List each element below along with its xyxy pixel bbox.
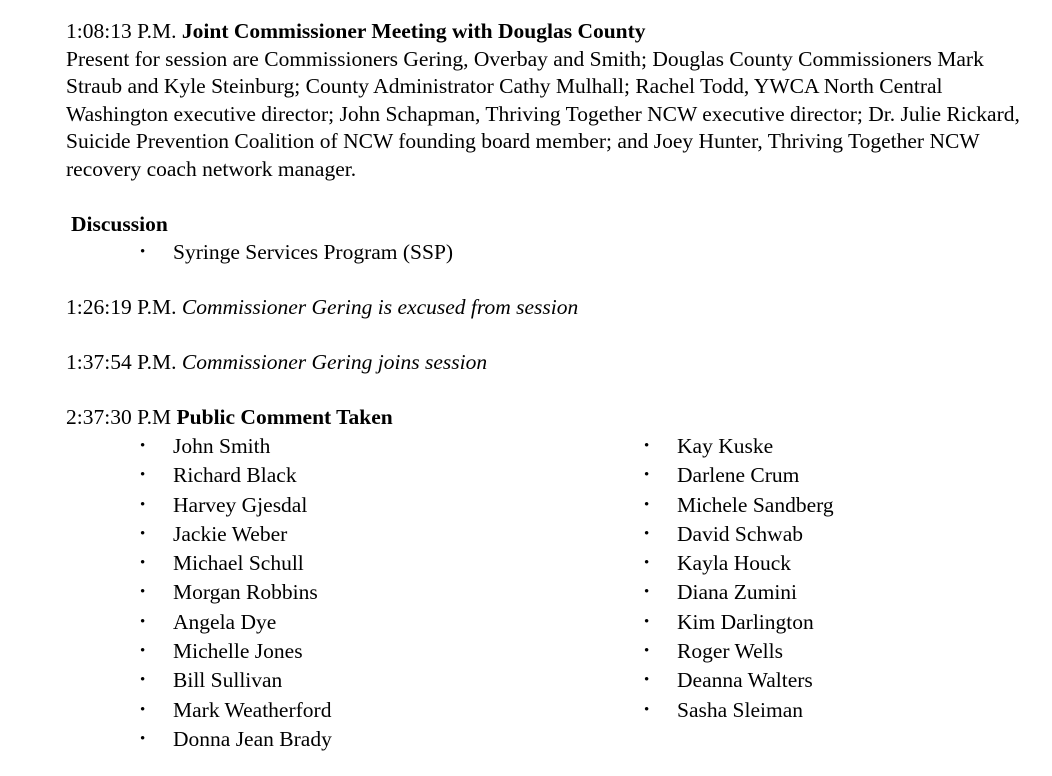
commenter-name: Diana Zumini [677, 580, 798, 605]
list-item [66, 520, 570, 549]
commenter-name: John Smith [173, 433, 271, 458]
event-joins [66, 349, 1026, 377]
commenter-name: Morgan Robbins [173, 580, 318, 605]
meeting-heading [66, 18, 1026, 46]
bullet-icon: • [644, 701, 650, 718]
bullet-icon: • [140, 555, 146, 572]
bullet-icon: • [140, 730, 146, 747]
meeting-time: 1:08:13 P.M. [66, 19, 177, 43]
commenter-name: Deanna Walters [677, 668, 813, 693]
commenter-name: Richard Black [173, 463, 297, 488]
commenter-name: Kayla Houck [677, 551, 792, 576]
list-item: • Syringe Services Program (SSP) [66, 239, 1026, 267]
list-item [66, 725, 570, 754]
commenter-name: David Schwab [677, 521, 803, 546]
bullet-icon: • [644, 525, 650, 542]
bullet-icon: • [140, 672, 146, 689]
bullet-icon: • [644, 467, 650, 484]
commenter-name: Donna Jean Brady [173, 726, 332, 751]
bullet-icon: • [140, 525, 146, 542]
list-item [66, 666, 570, 695]
event-text: Commissioner Gering joins session [181, 350, 488, 375]
bullet-icon: • [644, 584, 650, 601]
bullet-icon: • [140, 701, 146, 718]
list-item [570, 432, 970, 461]
list-item [66, 461, 570, 490]
list-item [570, 491, 970, 520]
commenter-name: Roger Wells [677, 638, 783, 663]
discussion-heading: Discussion [71, 212, 168, 237]
commenter-name: Michelle Jones [173, 638, 303, 663]
discussion-list [66, 239, 1026, 267]
bullet-icon: • [644, 642, 650, 659]
bullet-icon: • [644, 555, 650, 572]
bullet-icon: • [140, 584, 146, 601]
commenter-name: Kim Darlington [677, 609, 814, 634]
list-item [66, 608, 570, 637]
commenters-columns [66, 432, 1026, 754]
commenters-left-list [66, 432, 570, 754]
bullet-icon: • [140, 437, 146, 454]
list-item [66, 696, 570, 725]
list-item [66, 578, 570, 607]
bullet-icon: • [644, 496, 650, 513]
bullet-icon: • [140, 496, 146, 513]
event-time: 1:37:54 P.M. [66, 350, 177, 375]
commenter-name: Harvey Gjesdal [173, 492, 308, 517]
commenter-name: Jackie Weber [173, 521, 288, 546]
list-item [570, 637, 970, 666]
list-item [570, 520, 970, 549]
list-item [66, 432, 570, 461]
commenter-name: Darlene Crum [677, 463, 800, 488]
list-item [570, 608, 970, 637]
bullet-icon: • [140, 642, 146, 659]
commenter-name: Angela Dye [173, 609, 277, 634]
bullet-icon: • [140, 243, 146, 260]
event-text: Commissioner Gering is excused from session [181, 294, 579, 319]
commenter-name: Sasha Sleiman [677, 697, 803, 722]
list-item [570, 696, 970, 725]
list-item [66, 491, 570, 520]
attendees-paragraph: Present for session are Commissioners Gering, Overbay and Smith; Douglas County Commissioners Mark Straub and Kyle Steinburg; County Administrator Cathy Mulhall; Rachel Todd, YWCA North Central Washington executive director; John Schapman, Thriving Together NCW executive director; Dr. Julie Rickard, Suicide Prevention Coalition of NCW founding board member; and Joey Hunter, Thriving Together NCW recovery coach network manager. [66, 46, 1020, 181]
public-comment-heading [66, 404, 1026, 432]
minutes-page [66, 18, 1026, 754]
bullet-icon: • [644, 672, 650, 689]
list-item [570, 578, 970, 607]
commenter-name: Michele Sandberg [677, 492, 834, 517]
public-comment-time: 2:37:30 P.M [66, 405, 172, 430]
meeting-title: Joint Commissioner Meeting with Douglas County [181, 19, 646, 43]
list-item [570, 549, 970, 578]
public-comment-title: Public Comment Taken [176, 405, 393, 430]
list-item [570, 666, 970, 695]
commenter-name: Michael Schull [173, 551, 304, 576]
event-time: 1:26:19 P.M. [66, 294, 177, 319]
commenter-name: Bill Sullivan [173, 668, 283, 693]
bullet-icon: • [140, 613, 146, 630]
list-item [66, 549, 570, 578]
list-item [66, 637, 570, 666]
commenter-name: Kay Kuske [677, 433, 774, 458]
commenters-right-list [570, 432, 970, 754]
event-excused [66, 294, 1026, 322]
bullet-icon: • [644, 437, 650, 454]
bullet-icon: • [644, 613, 650, 630]
bullet-icon: • [140, 467, 146, 484]
list-item [570, 461, 970, 490]
commenter-name: Mark Weatherford [173, 697, 332, 722]
